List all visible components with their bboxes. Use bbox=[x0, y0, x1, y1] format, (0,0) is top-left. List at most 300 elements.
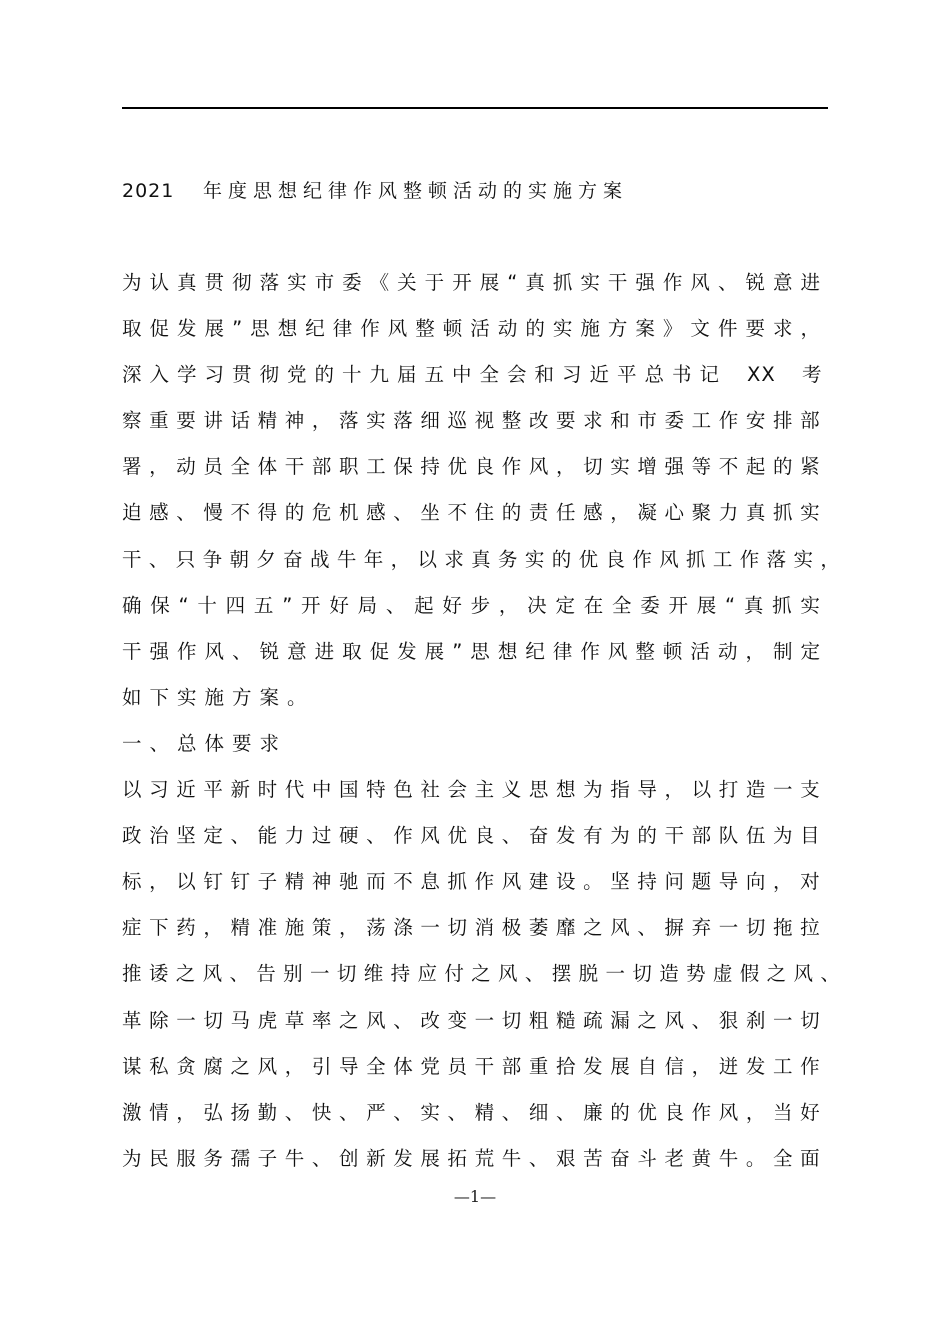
body-char: 不 bbox=[393, 870, 413, 894]
body-char: 实 bbox=[287, 271, 307, 294]
body-char: 促 bbox=[149, 317, 170, 341]
body-char: 荒 bbox=[474, 1146, 495, 1170]
body-char: 视 bbox=[474, 409, 495, 433]
body-char: 严 bbox=[366, 1100, 386, 1124]
body-char: 作 bbox=[393, 824, 413, 848]
body-char: 风 bbox=[664, 1008, 685, 1032]
body-char: 强 bbox=[635, 271, 655, 294]
body-char: 推 bbox=[122, 962, 142, 986]
body-char: 慢 bbox=[203, 501, 223, 525]
body-char: 发 bbox=[393, 1146, 413, 1170]
body-char: 变 bbox=[447, 1008, 468, 1032]
body-char: 整 bbox=[415, 317, 435, 341]
body-char: 一 bbox=[605, 962, 625, 986]
title-year: 2021 bbox=[122, 180, 175, 202]
body-char: 抓 bbox=[772, 593, 792, 617]
body-char: 顿 bbox=[442, 317, 463, 341]
body-char: 实 bbox=[800, 593, 820, 617]
body-char: ， bbox=[176, 1100, 196, 1124]
body-char: 干 bbox=[284, 455, 305, 479]
body-char: 一 bbox=[474, 1008, 495, 1032]
body-char: ， bbox=[745, 639, 765, 663]
body-char: 切 bbox=[447, 916, 468, 940]
body-char: 、 bbox=[339, 1100, 359, 1124]
body-line-8 bbox=[122, 592, 820, 638]
body-char: 向 bbox=[745, 870, 766, 894]
body-char: 持 bbox=[637, 870, 657, 894]
body-char: 老 bbox=[664, 1146, 685, 1170]
body-char: 会 bbox=[447, 778, 468, 802]
body-char: 之 bbox=[766, 962, 787, 986]
body-char: 锐 bbox=[259, 639, 280, 663]
body-char: 展 bbox=[420, 1146, 440, 1170]
body-char: 。 bbox=[745, 1146, 766, 1170]
body-char: 排 bbox=[773, 409, 793, 433]
body-line-6 bbox=[122, 499, 820, 545]
body-char: 持 bbox=[420, 455, 440, 479]
body-char: 保 bbox=[393, 455, 413, 479]
body-char: 风 bbox=[528, 455, 549, 479]
body-char: 实 bbox=[800, 501, 820, 525]
body-char: 促 bbox=[369, 639, 390, 663]
body-char: 制 bbox=[772, 639, 793, 663]
body-char: 纪 bbox=[305, 317, 325, 341]
body-char: 虚 bbox=[712, 962, 733, 986]
body-char: 作 bbox=[739, 547, 760, 571]
body-char: 、 bbox=[385, 593, 406, 617]
body-char: 想 bbox=[277, 317, 298, 341]
body-char: 聚 bbox=[691, 501, 712, 525]
body-char: 紧 bbox=[800, 455, 820, 479]
body-char: 顿 bbox=[662, 639, 683, 663]
body-char: 之 bbox=[583, 916, 603, 940]
body-char: 改 bbox=[420, 1008, 440, 1032]
body-char: 作 bbox=[360, 317, 380, 341]
body-char: 求 bbox=[444, 547, 464, 571]
body-char: “ bbox=[178, 593, 189, 617]
body-char: ， bbox=[820, 547, 840, 571]
body-char: 治 bbox=[149, 824, 169, 848]
body-char: 精 bbox=[230, 916, 251, 940]
body-char: 重 bbox=[149, 409, 169, 433]
body-char: 告 bbox=[256, 962, 276, 986]
body-char: 弘 bbox=[203, 1100, 223, 1124]
body-char: 对 bbox=[800, 870, 820, 894]
body-char: 作 bbox=[662, 271, 683, 294]
body-char: 创 bbox=[339, 1146, 359, 1170]
body-char: 展 bbox=[610, 1054, 630, 1078]
body-char: 当 bbox=[773, 1100, 793, 1124]
body-char: 切 bbox=[336, 962, 357, 986]
body-char: ， bbox=[800, 317, 820, 341]
body-char: 刹 bbox=[745, 1008, 766, 1032]
body-char: 革 bbox=[122, 1008, 142, 1032]
body-char: 自 bbox=[637, 1054, 657, 1078]
body-char: 拉 bbox=[800, 916, 820, 940]
body-char: 发 bbox=[397, 639, 417, 663]
body-char: 摒 bbox=[664, 916, 685, 940]
body-char: 平 bbox=[203, 778, 223, 802]
body-char: 黄 bbox=[691, 1146, 712, 1170]
body-char: 思 bbox=[470, 639, 490, 663]
body-char: 神 bbox=[311, 870, 332, 894]
body-line-15 bbox=[122, 914, 820, 960]
body-char: 决 bbox=[527, 593, 547, 617]
body-char: 神 bbox=[284, 409, 305, 433]
body-char: 风 bbox=[366, 1008, 386, 1032]
body-char: 风 bbox=[501, 870, 522, 894]
body-char: 争 bbox=[202, 547, 223, 571]
body-char: 引 bbox=[311, 1054, 332, 1078]
body-char: 主 bbox=[474, 778, 495, 802]
body-char: 优 bbox=[447, 824, 468, 848]
body-char: 伍 bbox=[745, 824, 766, 848]
body-char: 全 bbox=[366, 1054, 386, 1078]
body-char: 好 bbox=[442, 593, 462, 617]
body-char: 、 bbox=[691, 1008, 712, 1032]
body-char: 、 bbox=[229, 962, 249, 986]
body-char: 思 bbox=[528, 778, 549, 802]
body-char: 工 bbox=[691, 409, 712, 433]
body-char: 牛 bbox=[336, 547, 357, 571]
body-char: 风 bbox=[718, 1100, 739, 1124]
body-char: 的 bbox=[610, 1100, 630, 1124]
body-char: 体 bbox=[257, 455, 278, 479]
body-char: 署 bbox=[122, 455, 142, 479]
body-char: 情 bbox=[149, 1100, 169, 1124]
body-char: 干 bbox=[122, 639, 142, 663]
body-char: 导 bbox=[339, 1054, 359, 1078]
body-char: ， bbox=[149, 870, 169, 894]
body-char: 感 bbox=[149, 501, 169, 525]
body-char: 导 bbox=[637, 778, 657, 802]
body-char: 落 bbox=[259, 271, 280, 294]
body-char: 设 bbox=[556, 870, 576, 894]
body-char: 粗 bbox=[528, 1008, 549, 1032]
body-char: 虎 bbox=[257, 1008, 278, 1032]
body-char: 真 bbox=[743, 593, 764, 617]
body-char: 良 bbox=[605, 547, 625, 571]
body-char: 奋 bbox=[283, 547, 303, 571]
body-char: 力 bbox=[718, 501, 739, 525]
body-char: 风 bbox=[202, 962, 223, 986]
body-char: 安 bbox=[745, 409, 766, 433]
body-char: 实 bbox=[420, 1100, 440, 1124]
section-heading: 一、总体要求 bbox=[122, 731, 288, 755]
body-char: 细 bbox=[420, 409, 440, 433]
body-char: 、 bbox=[393, 1008, 413, 1032]
body-char: 症 bbox=[122, 916, 142, 940]
body-char: 员 bbox=[447, 1054, 468, 1078]
body-char: 切 bbox=[583, 455, 603, 479]
body-char: ， bbox=[311, 409, 332, 433]
body-char: 腐 bbox=[203, 1054, 223, 1078]
body-char: 纪 bbox=[525, 639, 545, 663]
body-char: 面 bbox=[800, 1146, 820, 1170]
body-char: ， bbox=[498, 593, 519, 617]
body-char: 问 bbox=[664, 870, 685, 894]
body-char: 思 bbox=[250, 317, 270, 341]
body-char: 之 bbox=[471, 962, 491, 986]
body-char: 优 bbox=[578, 547, 599, 571]
body-char: 文 bbox=[690, 317, 710, 341]
body-char: 律 bbox=[332, 317, 353, 341]
body-char: 社 bbox=[420, 778, 440, 802]
body-line-3-kao: 考 bbox=[802, 363, 822, 387]
body-char: 政 bbox=[122, 824, 142, 848]
body-char: 良 bbox=[474, 455, 495, 479]
body-char: 坐 bbox=[420, 501, 440, 525]
body-char: 以 bbox=[691, 778, 712, 802]
body-char: ” bbox=[282, 593, 293, 617]
body-char: 激 bbox=[122, 1100, 142, 1124]
body-char: 切 bbox=[203, 1008, 223, 1032]
body-char: 住 bbox=[474, 501, 495, 525]
body-char: 话 bbox=[230, 409, 251, 433]
body-char: 展 bbox=[424, 639, 445, 663]
page-number: —1— bbox=[453, 1187, 497, 1206]
body-char: 信 bbox=[664, 1054, 685, 1078]
body-char: 建 bbox=[528, 870, 549, 894]
body-char: 假 bbox=[739, 962, 760, 986]
body-char: 心 bbox=[664, 501, 685, 525]
body-char: 抓 bbox=[686, 547, 706, 571]
body-char: 体 bbox=[393, 1054, 413, 1078]
body-char: 私 bbox=[149, 1054, 169, 1078]
body-char: 过 bbox=[311, 824, 332, 848]
body-char: 、 bbox=[637, 916, 657, 940]
body-char: ， bbox=[745, 1100, 766, 1124]
body-char: ， bbox=[149, 455, 169, 479]
body-char: 方 bbox=[607, 317, 628, 341]
body-char: 开 bbox=[668, 593, 689, 617]
body-char: 。 bbox=[583, 870, 603, 894]
body-char: 一 bbox=[773, 778, 793, 802]
body-char: 良 bbox=[664, 1100, 685, 1124]
body-char: 、 bbox=[501, 1100, 522, 1124]
body-char: 极 bbox=[501, 916, 522, 940]
body-char: 势 bbox=[686, 962, 706, 986]
body-char: 民 bbox=[149, 1146, 169, 1170]
body-char: 风 bbox=[690, 271, 710, 294]
body-char: 、 bbox=[311, 1146, 332, 1170]
body-char: 奋 bbox=[610, 1146, 630, 1170]
body-char: 、 bbox=[524, 962, 545, 986]
header-rule bbox=[122, 107, 828, 109]
body-char: 风 bbox=[257, 1054, 278, 1078]
body-char: 消 bbox=[474, 916, 495, 940]
body-char: 为 bbox=[583, 778, 603, 802]
body-char: 勤 bbox=[257, 1100, 278, 1124]
body-char: 要 bbox=[556, 409, 576, 433]
body-char: 为 bbox=[122, 1146, 142, 1170]
body-char: 拾 bbox=[556, 1054, 576, 1078]
body-char: 务 bbox=[498, 547, 518, 571]
body-char: 的 bbox=[284, 501, 305, 525]
body-char: 察 bbox=[122, 409, 142, 433]
body-char: 在 bbox=[583, 593, 604, 617]
body-line-19 bbox=[122, 1099, 820, 1145]
body-char: 动 bbox=[497, 317, 518, 341]
body-char: 危 bbox=[311, 501, 332, 525]
body-char: 、 bbox=[366, 824, 386, 848]
body-char: 发 bbox=[745, 1054, 766, 1078]
body-char: 作 bbox=[632, 547, 652, 571]
body-char: 、 bbox=[284, 1100, 305, 1124]
body-char: “ bbox=[725, 593, 736, 617]
body-char: 四 bbox=[225, 593, 246, 617]
body-char: 要 bbox=[176, 409, 196, 433]
body-char: 战 bbox=[310, 547, 330, 571]
body-char: 任 bbox=[556, 501, 576, 525]
body-char: 一 bbox=[420, 916, 440, 940]
body-char: ， bbox=[773, 870, 793, 894]
body-char: 定 bbox=[203, 824, 223, 848]
body-char: 率 bbox=[311, 1008, 332, 1032]
body-line-9 bbox=[122, 638, 820, 684]
body-char: 中 bbox=[311, 778, 332, 802]
body-char: 狠 bbox=[718, 1008, 739, 1032]
body-char: 荡 bbox=[366, 916, 386, 940]
body-char: 造 bbox=[745, 778, 766, 802]
body-char: 要 bbox=[745, 317, 765, 341]
body-char: 展 bbox=[204, 317, 225, 341]
body-char: 部 bbox=[691, 824, 712, 848]
body-char: 精 bbox=[257, 409, 278, 433]
body-char: 一 bbox=[176, 1008, 196, 1032]
body-char: 发 bbox=[556, 824, 576, 848]
body-char: 艰 bbox=[556, 1146, 576, 1170]
body-char: 强 bbox=[149, 639, 170, 663]
document-body bbox=[122, 269, 852, 1191]
body-char: 迫 bbox=[122, 501, 142, 525]
body-char: 想 bbox=[497, 639, 518, 663]
body-char: 好 bbox=[800, 1100, 820, 1124]
body-char: 年 bbox=[363, 547, 384, 571]
body-char: 而 bbox=[366, 870, 386, 894]
body-char: 导 bbox=[718, 870, 739, 894]
body-char: 牛 bbox=[718, 1146, 739, 1170]
body-char: 风 bbox=[204, 639, 225, 663]
body-char: 重 bbox=[528, 1054, 549, 1078]
body-char: 落 bbox=[766, 547, 787, 571]
body-char: 目 bbox=[800, 824, 820, 848]
body-char: 马 bbox=[230, 1008, 251, 1032]
body-char: 摆 bbox=[551, 962, 572, 986]
body-char: 作 bbox=[800, 1054, 820, 1078]
body-char: 义 bbox=[501, 778, 522, 802]
body-char: 求 bbox=[772, 317, 793, 341]
body-char: 求 bbox=[583, 409, 603, 433]
body-char: 、 bbox=[820, 962, 840, 986]
body-char: 切 bbox=[632, 962, 652, 986]
body-char: 、 bbox=[232, 639, 252, 663]
body-char: 于 bbox=[424, 271, 445, 294]
body-char: 部 bbox=[311, 455, 332, 479]
body-char: 、 bbox=[393, 1100, 413, 1124]
body-char: 钉 bbox=[230, 870, 251, 894]
body-char: 进 bbox=[314, 639, 335, 663]
body-char: 能 bbox=[257, 824, 278, 848]
body-char: 作 bbox=[177, 639, 197, 663]
body-char: 糙 bbox=[556, 1008, 576, 1032]
body-char: ， bbox=[556, 455, 576, 479]
body-char: 增 bbox=[637, 455, 657, 479]
body-char: 保 bbox=[150, 593, 170, 617]
body-char: “ bbox=[507, 271, 518, 294]
body-char: 不 bbox=[230, 501, 251, 525]
body-char: 动 bbox=[176, 455, 196, 479]
body-char: 风 bbox=[607, 639, 628, 663]
body-char: 开 bbox=[301, 593, 321, 617]
body-char: 、 bbox=[148, 547, 169, 571]
body-char: 精 bbox=[474, 1100, 495, 1124]
body-char: ， bbox=[691, 1054, 712, 1078]
body-char: 实 bbox=[552, 317, 573, 341]
body-char: 进 bbox=[800, 271, 820, 294]
body-char: 全 bbox=[773, 1146, 793, 1170]
body-char: 落 bbox=[393, 409, 413, 433]
body-char: 市 bbox=[314, 271, 335, 294]
body-char: 干 bbox=[122, 547, 142, 571]
body-char: 发 bbox=[583, 1054, 603, 1078]
body-char: 彻 bbox=[232, 271, 252, 294]
body-char: 拓 bbox=[447, 1146, 468, 1170]
body-char: 子 bbox=[257, 1146, 278, 1170]
body-char: 风 bbox=[610, 916, 630, 940]
body-char: 部 bbox=[501, 1054, 522, 1078]
body-char: 展 bbox=[479, 271, 500, 294]
body-char: 干 bbox=[474, 1054, 495, 1078]
body-char: 别 bbox=[283, 962, 303, 986]
body-char: 施 bbox=[580, 317, 600, 341]
body-char: 迸 bbox=[718, 1054, 739, 1078]
body-char: 的 bbox=[501, 501, 522, 525]
body-line-3 bbox=[122, 361, 852, 407]
body-char: 硬 bbox=[339, 824, 359, 848]
body-char: 策 bbox=[311, 916, 332, 940]
body-char: 作 bbox=[501, 455, 522, 479]
body-char: ” bbox=[232, 317, 243, 341]
body-char: 实 bbox=[610, 455, 630, 479]
body-char: 展 bbox=[696, 593, 717, 617]
body-char: 不 bbox=[447, 501, 468, 525]
body-char: 的 bbox=[773, 455, 793, 479]
body-char: 风 bbox=[659, 547, 679, 571]
body-char: 作 bbox=[691, 1100, 712, 1124]
body-char: 廉 bbox=[583, 1100, 603, 1124]
body-char: 、 bbox=[528, 1146, 549, 1170]
body-char: 案 bbox=[635, 317, 655, 341]
body-char: 奋 bbox=[528, 824, 549, 848]
body-char: 良 bbox=[474, 824, 495, 848]
body-char: 开 bbox=[452, 271, 472, 294]
body-char: 意 bbox=[772, 271, 793, 294]
body-char: 整 bbox=[635, 639, 655, 663]
body-char: 活 bbox=[470, 317, 490, 341]
body-char: 脱 bbox=[578, 962, 599, 986]
body-char: 定 bbox=[555, 593, 575, 617]
body-char: 整 bbox=[501, 409, 522, 433]
body-char: 息 bbox=[420, 870, 440, 894]
body-char: ， bbox=[339, 916, 359, 940]
body-char: 取 bbox=[342, 639, 362, 663]
body-char: 职 bbox=[339, 455, 359, 479]
body-char: 斗 bbox=[637, 1146, 657, 1170]
body-char: 、 bbox=[393, 501, 413, 525]
body-char: 动 bbox=[717, 639, 738, 663]
body-char: 定 bbox=[800, 639, 820, 663]
